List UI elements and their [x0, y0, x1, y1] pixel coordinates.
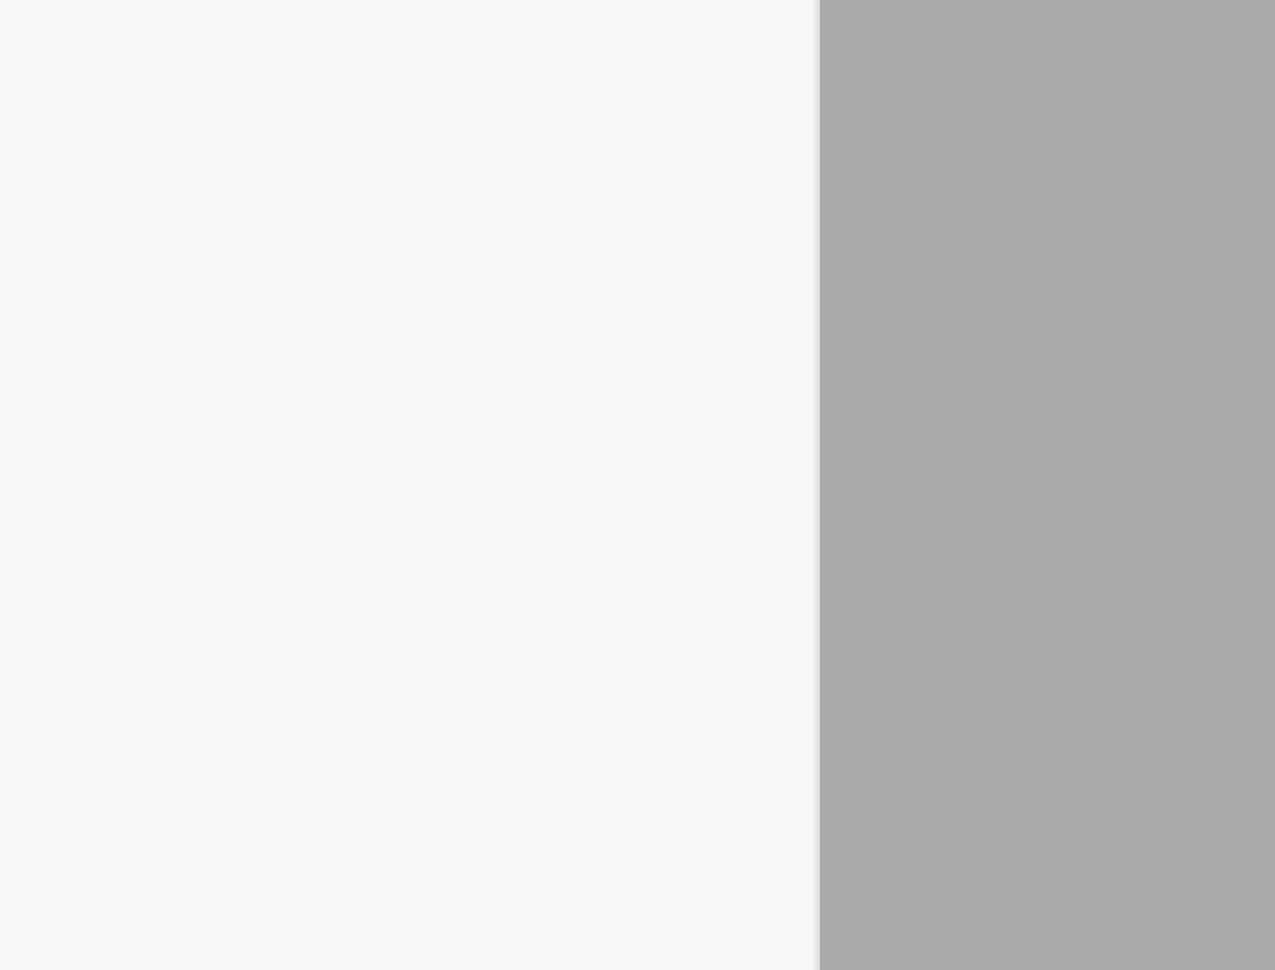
urban-planning-panel	[820, 0, 1275, 970]
